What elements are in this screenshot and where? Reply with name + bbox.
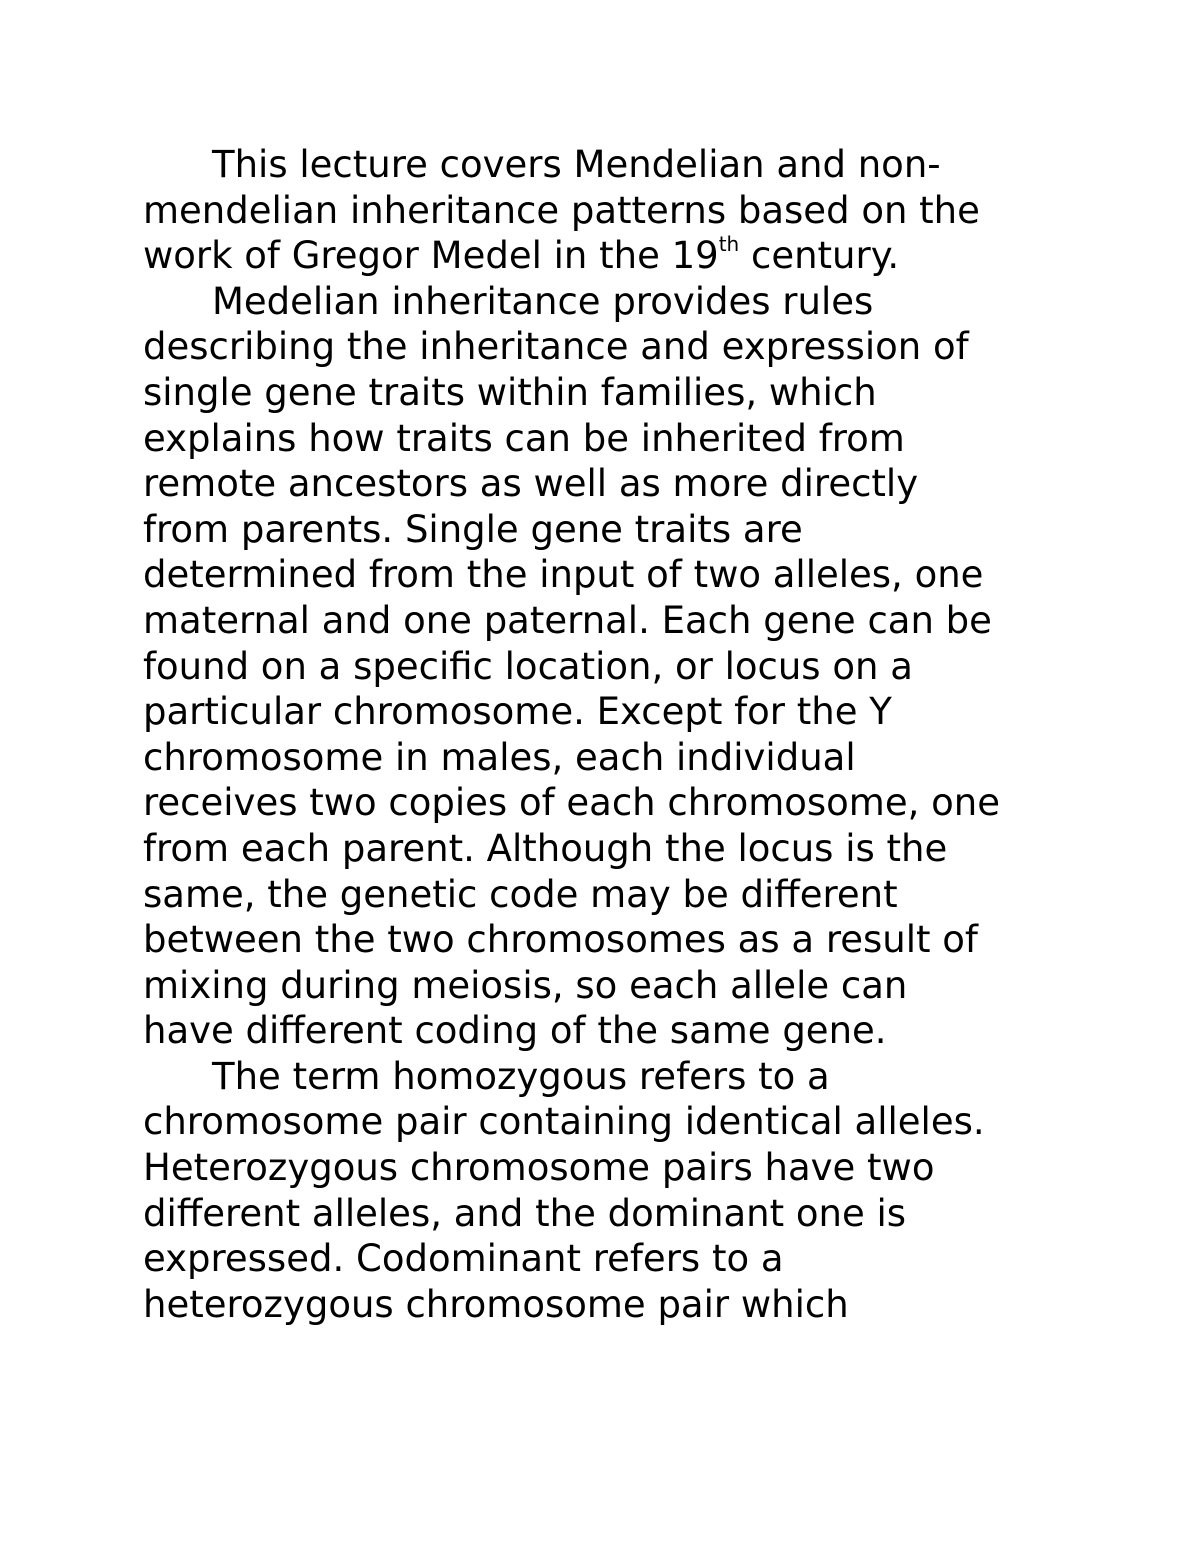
paragraph-2-line: between the two chromosomes as a result of <box>143 918 978 962</box>
paragraph-2-line: particular chromosome. Except for the Y <box>143 690 892 734</box>
paragraph-2-line: from each parent. Although the locus is the <box>143 826 948 870</box>
paragraph-2-line: found on a specific location, or locus on a <box>143 644 913 688</box>
superscript-ordinal: th <box>718 231 740 256</box>
paragraph-1-line: This lecture covers Mendelian and non- <box>212 143 941 186</box>
paragraph-2-line: Medelian inheritance provides rules <box>212 279 874 323</box>
paragraph-2-line: describing the inheritance and expression of <box>143 325 969 369</box>
paragraph-2-line: single gene traits within families, which <box>143 370 877 414</box>
paragraph-1-line: mendelian inheritance patterns based on the <box>143 188 980 232</box>
line-text: century. <box>739 234 900 278</box>
paragraph-2-line: receives two copies of each chromosome, one <box>143 781 1000 825</box>
paragraph-3-line: different alleles, and the dominant one is <box>143 1191 907 1235</box>
line-text: work of Gregor Medel in the 19 <box>143 234 719 278</box>
paragraph-2-line: determined from the input of two alleles, one <box>143 553 984 597</box>
paragraph-2-line: same, the genetic code may be different <box>143 872 898 916</box>
paragraph-3-line: Heterozygous chromosome pairs have two <box>143 1146 935 1190</box>
paragraph-3-line: chromosome pair containing identical alleles. <box>143 1100 985 1144</box>
paragraph-2-line: maternal and one paternal. Each gene can be <box>143 598 992 642</box>
paragraph-1-line <box>143 233 1063 279</box>
document-body <box>143 142 1063 1327</box>
paragraph-2-line: from parents. Single gene traits are <box>143 507 803 551</box>
paragraph-3-line: The term homozygous refers to a <box>212 1054 830 1098</box>
paragraph-2-line: explains how traits can be inherited from <box>143 416 905 460</box>
paragraph-2-line: mixing during meiosis, so each allele can <box>143 963 908 1007</box>
paragraph-3-line: expressed. Codominant refers to a <box>143 1237 784 1281</box>
paragraph-2-line: have different coding of the same gene. <box>143 1009 887 1053</box>
paragraph-3-line: heterozygous chromosome pair which <box>143 1282 849 1326</box>
paragraph-2-line: chromosome in males, each individual <box>143 735 856 779</box>
paragraph-2-line: remote ancestors as well as more directly <box>143 462 919 506</box>
